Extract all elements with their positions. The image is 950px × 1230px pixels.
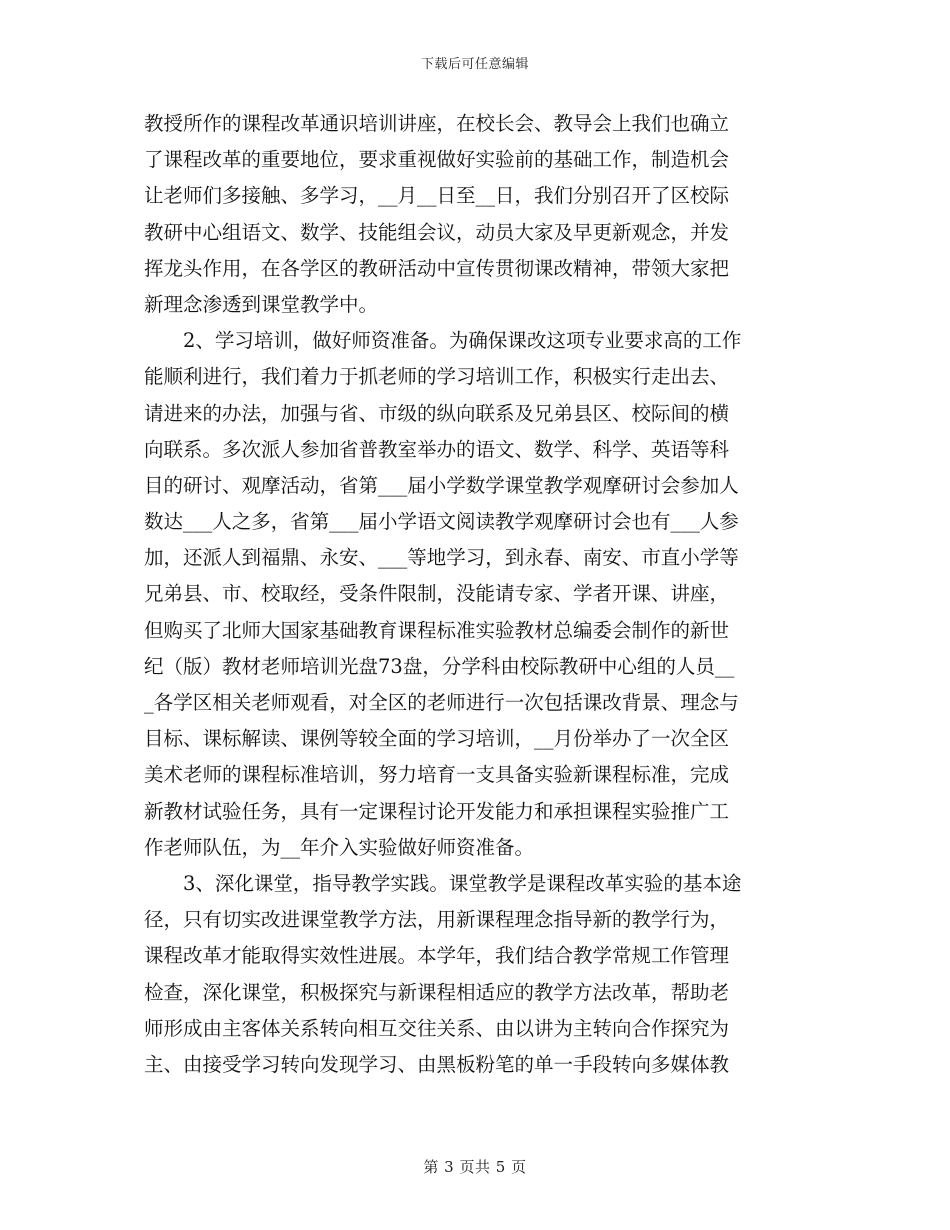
body-line: 教授所作的课程改革通识培训讲座，在校长会、教导会上我们也确立 [144, 112, 730, 135]
body-line: 作老师队伍，为__年介入实验做好师资准备。 [144, 835, 535, 859]
body-line: 让老师们多接触、多学习，__月__日至__日，我们分别召开了区校际 [144, 184, 730, 208]
page-number: 第 3 页共 5 页 [423, 1158, 527, 1176]
body-line: 加，还派人到福鼎、永安、___等地学习，到永春、南安、市直小学等 [144, 546, 739, 570]
page-header-note: 下载后可任意编辑 [420, 57, 529, 72]
body-line: 但购买了北师大国家基础教育课程标准实验教材总编委会制作的新世 [144, 618, 730, 642]
body-line: 请进来的办法，加强与省、市级的纵向联系及兄弟县区、校际间的横 [144, 401, 730, 425]
body-line: 数达___人之多，省第___届小学语文阅读教学观摩研讨会也有___人参 [144, 510, 739, 534]
body-line: 师形成由主客体关系转向相互交往关系、由以讲为主转向合作探究为 [144, 1016, 730, 1040]
document-body [144, 106, 808, 1083]
body-line: 了课程改革的重要地位，要求重视做好实验前的基础工作，制造机会 [144, 148, 730, 172]
body-line: 目标、课标解读、课例等较全面的学习培训，__月份举办了一次全区 [144, 727, 730, 751]
body-line: 能顺利进行，我们着力于抓老师的学习培训工作，积极实行走出去、 [144, 365, 730, 389]
body-line: 新教材试验任务，具有一定课程讨论开发能力和承担课程实验推广工 [144, 799, 730, 823]
body-line: 向联系。多次派人参加省普教室举办的语文、数学、科学、英语等科 [144, 437, 730, 461]
body-line: 2、学习培训，做好师资准备。为确保课改这项专业要求高的工作 [144, 329, 742, 353]
body-line: 挥龙头作用，在各学区的教研活动中宣传贯彻课改精神，带领大家把 [144, 256, 730, 280]
body-line: 目的研讨、观摩活动，省第___届小学数学课堂教学观摩研讨会参加人 [144, 473, 739, 497]
body-line: 新理念渗透到课堂教学中。 [144, 292, 379, 316]
body-line: 主、由接受学习转向发现学习、由黑板粉笔的单一手段转向多媒体教 [144, 1052, 730, 1076]
body-line: 径，只有切实改进课堂教学方法，用新课程理念指导新的教学行为， [144, 908, 730, 932]
body-line: 课程改革才能取得实效性进展。本学年，我们结合教学常规工作管理 [144, 944, 730, 968]
body-line: _各学区相关老师观看，对全区的老师进行一次包括课改背景、理念与 [144, 691, 739, 714]
body-line: 美术老师的课程标准培训，努力培育一支具备实验新课程标准，完成 [144, 763, 730, 787]
body-line: 教研中心组语文、数学、技能组会议，动员大家及早更新观念，并发 [144, 220, 730, 244]
body-line: 纪（版）教材老师培训光盘73盘，分学科由校际教研中心组的人员__ [144, 654, 735, 678]
body-line: 3、深化课堂，指导教学实践。课堂教学是课程改革实验的基本途 [144, 871, 742, 895]
body-line: 兄弟县、市、校取经，受条件限制，没能请专家、学者开课、讲座， [144, 582, 730, 606]
body-line: 检查，深化课堂，积极探究与新课程相适应的教学方法改革，帮助老 [144, 980, 730, 1004]
